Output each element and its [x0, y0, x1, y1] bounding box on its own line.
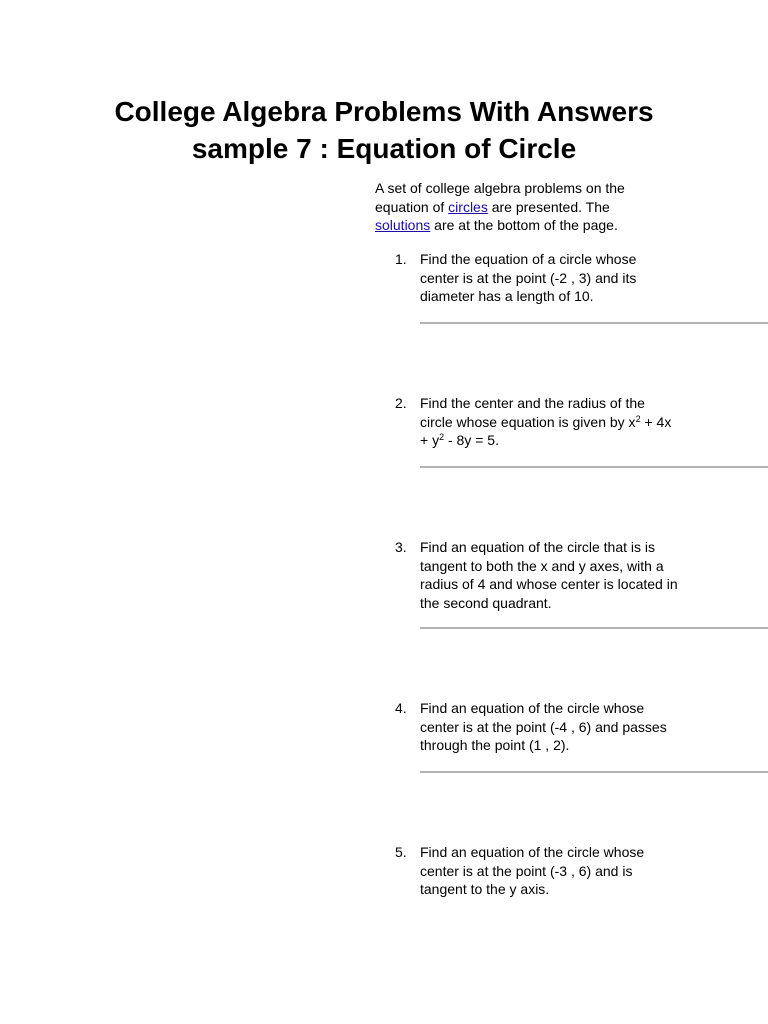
answer-divider-2 [420, 466, 768, 468]
problem-number: 2. [395, 395, 407, 411]
problem-text-part: Find the center and the radius of the circle whose equation is given by x [420, 395, 645, 430]
solutions-link[interactable]: solutions [375, 217, 431, 233]
problem-number: 1. [395, 251, 407, 267]
intro-text-2: are presented. The [487, 198, 610, 215]
problem-3 [375, 538, 768, 612]
page-title-line-1: College Algebra Problems With Answers [114, 96, 654, 127]
problem-text [420, 394, 678, 450]
exponent: 2 [439, 432, 445, 442]
answer-divider-4 [420, 771, 768, 773]
circles-link[interactable]: circles [448, 198, 488, 215]
problem-text: Find an equation of the circle whose center is at the point (-4 , 6) and passes through the point (1 , 2). [420, 700, 667, 753]
page-title-line-2: sample 7 : Equation of Circle [191, 133, 577, 164]
problem-text: Find an equation of the circle whose center is at the point (-3 , 6) and is tangent to the y axis. [420, 844, 645, 897]
problem-1 [375, 250, 768, 306]
intro-text-3: are at the bottom of the page. [430, 217, 618, 233]
exponent: 2 [635, 413, 641, 424]
problem-text-part: - 8y = 5. [444, 432, 499, 448]
intro-paragraph [375, 179, 665, 235]
problem-number: 4. [395, 700, 407, 716]
intro-text-1: A set of college algebra problems on the equation of [375, 180, 625, 215]
problem-text: Find the equation of a circle whose center is at the point (-2 , 3) and its diameter has a length of 10. [420, 251, 637, 304]
problem-4 [375, 699, 768, 755]
problem-text-part: + 4x + y [420, 413, 672, 448]
problem-number: 5. [395, 844, 407, 860]
problem-number: 3. [395, 539, 407, 555]
problem-2 [375, 394, 768, 450]
problem-text: Find an equation of the circle that is is tangent to both the x and y axes, with a radius of 4 and whose center is located in the second quadrant. [420, 539, 678, 611]
answer-divider-1 [420, 322, 768, 324]
problem-5 [375, 843, 768, 899]
answer-divider-3 [420, 627, 768, 629]
page-title [0, 93, 768, 167]
